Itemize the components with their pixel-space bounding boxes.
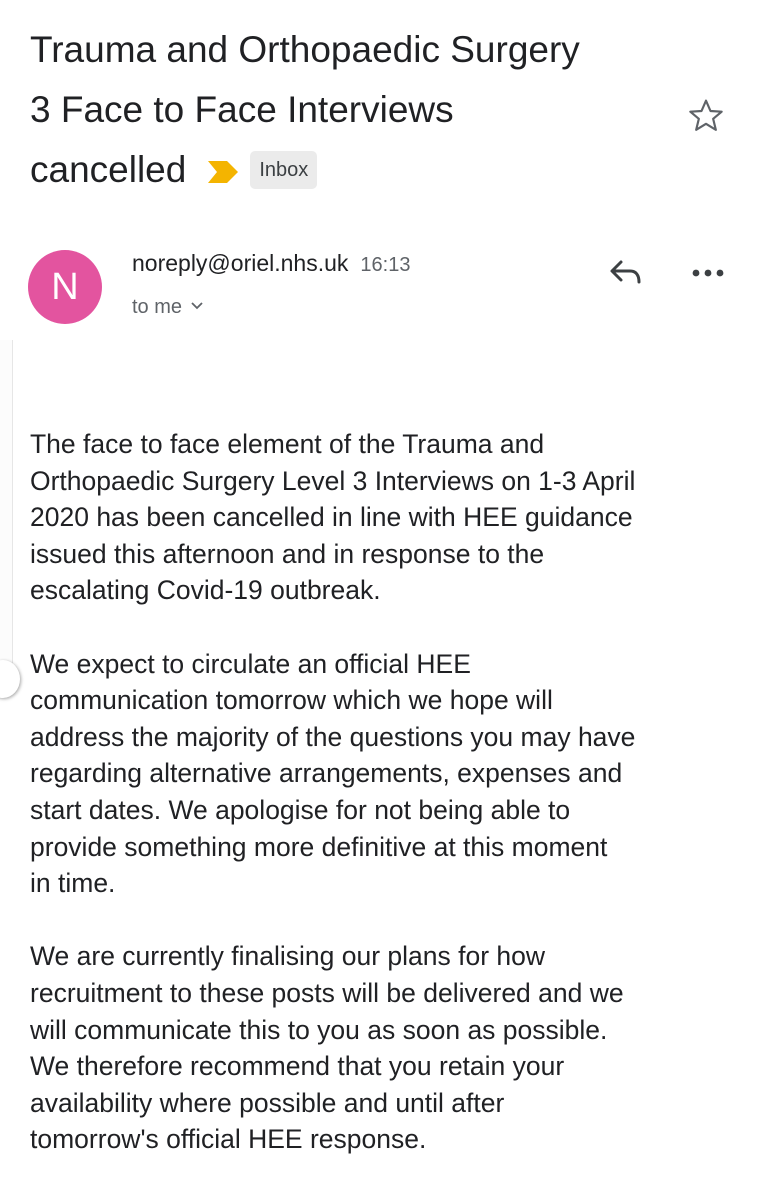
- subject-line: 3 Face to Face Interviews: [30, 89, 454, 130]
- body-line: provide something more definitive at this moment: [30, 831, 608, 862]
- body-line: in time.: [30, 868, 116, 899]
- email-subject: [30, 20, 670, 200]
- body-line: 2020 has been cancelled in line with HEE guidance: [30, 502, 633, 533]
- body-line: start dates. We apologise for not being able to: [30, 794, 571, 825]
- recipient-details-toggle[interactable]: [132, 290, 204, 322]
- body-line: We expect to circulate an official HEE: [30, 648, 471, 679]
- more-horizontal-icon[interactable]: [688, 258, 728, 288]
- body-paragraph: [30, 938, 738, 1158]
- body-line: We therefore recommend that you retain your: [30, 1051, 565, 1082]
- subject-line-with-labels: [30, 140, 670, 200]
- body-line: escalating Covid-19 outbreak.: [30, 575, 381, 606]
- sender-avatar[interactable]: N: [28, 250, 102, 324]
- subject-line: Trauma and Orthopaedic Surgery: [30, 29, 580, 70]
- inbox-label-chip[interactable]: Inbox: [250, 151, 317, 189]
- chevron-down-icon[interactable]: [190, 290, 204, 300]
- side-drawer-edge: [0, 340, 13, 670]
- body-line: tomorrow's official HEE response.: [30, 1124, 427, 1155]
- star-outline-icon[interactable]: [686, 96, 726, 136]
- side-drawer-handle[interactable]: [0, 660, 20, 698]
- body-line: availability where possible and until after: [30, 1087, 505, 1118]
- sender-info: [132, 248, 410, 280]
- message-time: 16:13: [360, 254, 411, 276]
- sender-email[interactable]: noreply@oriel.nhs.uk: [132, 250, 349, 276]
- body-line: recruitment to these posts will be delivered and we: [30, 977, 624, 1008]
- body-line: issued this afternoon and in response to the: [30, 538, 545, 569]
- recipient-label: to me: [132, 296, 183, 318]
- body-line: communication tomorrow which we hope will: [30, 685, 553, 716]
- body-line: regarding alternative arrangements, expenses and: [30, 758, 623, 789]
- body-paragraph: [30, 426, 738, 609]
- label-important-icon[interactable]: [208, 141, 238, 163]
- body-line: We are currently finalising our plans for how: [30, 941, 546, 972]
- body-line: will communicate this to you as soon as possible.: [30, 1014, 608, 1045]
- body-paragraph: [30, 646, 738, 902]
- body-line: Orthopaedic Surgery Level 3 Interviews on 1-3 April: [30, 465, 636, 496]
- email-body: [30, 426, 738, 1194]
- body-line: The face to face element of the Trauma and: [30, 429, 545, 459]
- body-line: address the majority of the questions you may have: [30, 721, 636, 752]
- reply-icon[interactable]: [606, 252, 646, 292]
- subject-line-text: cancelled: [30, 149, 187, 190]
